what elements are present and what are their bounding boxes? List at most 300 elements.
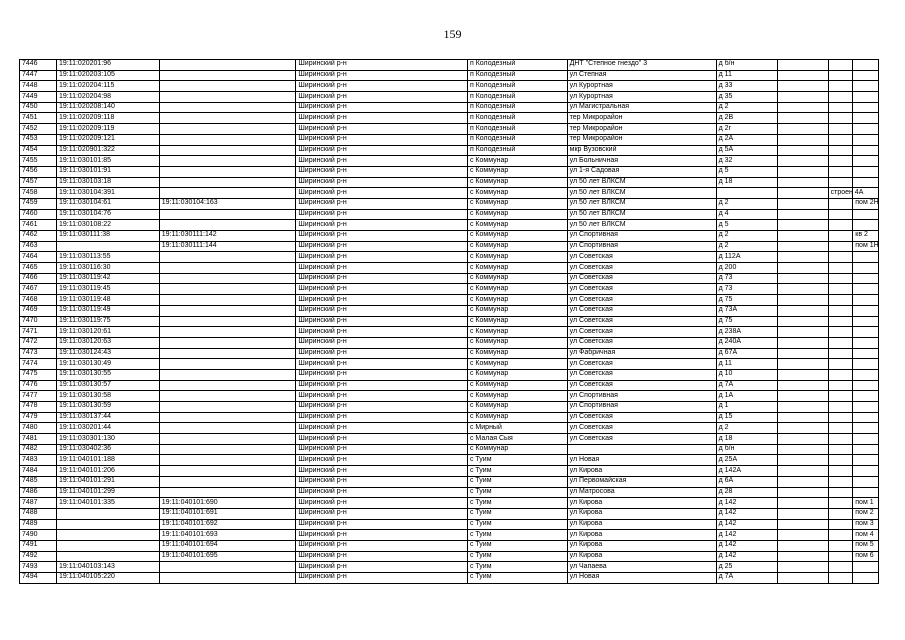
parent-cadastral-cell [159, 369, 296, 380]
locality-cell: с Коммунар [467, 156, 567, 167]
locality-cell: с Коммунар [467, 295, 567, 306]
row-number-cell: 7475 [20, 369, 57, 380]
street-cell: тер Микрорайон [567, 113, 716, 124]
parent-cadastral-cell [159, 60, 296, 71]
room-cell [853, 284, 879, 295]
parent-cadastral-cell [159, 113, 296, 124]
empty-cell [778, 434, 828, 445]
district-cell: Ширинский р-н [296, 327, 468, 338]
row-number-cell: 7487 [20, 498, 57, 509]
district-cell: Ширинский р-н [296, 498, 468, 509]
table-row [20, 562, 879, 573]
building-cell [828, 316, 853, 327]
building-cell [828, 70, 853, 81]
locality-cell: с Коммунар [467, 166, 567, 177]
street-cell: ул Спортивная [567, 402, 716, 413]
room-cell [853, 562, 879, 573]
district-cell: Ширинский р-н [296, 263, 468, 274]
street-cell: ул Курортная [567, 92, 716, 103]
cadastral-number-cell: 19:11:040101:335 [56, 498, 159, 509]
row-number-cell: 7479 [20, 412, 57, 423]
district-cell: Ширинский р-н [296, 519, 468, 530]
building-cell [828, 134, 853, 145]
room-cell [853, 487, 879, 498]
locality-cell: с Коммунар [467, 209, 567, 220]
street-cell: ул Советская [567, 337, 716, 348]
district-cell: Ширинский р-н [296, 444, 468, 455]
table-row [20, 156, 879, 167]
house-cell: д 11 [716, 359, 778, 370]
row-number-cell: 7465 [20, 263, 57, 274]
room-cell [853, 391, 879, 402]
district-cell: Ширинский р-н [296, 337, 468, 348]
building-cell [828, 145, 853, 156]
page-number: 159 [443, 27, 462, 41]
row-number-cell: 7477 [20, 391, 57, 402]
house-cell: д 75 [716, 316, 778, 327]
house-cell: д 18 [716, 434, 778, 445]
building-cell [828, 423, 853, 434]
district-cell: Ширинский р-н [296, 92, 468, 103]
district-cell: Ширинский р-н [296, 412, 468, 423]
row-number-cell: 7483 [20, 455, 57, 466]
parent-cadastral-cell [159, 102, 296, 113]
table-row [20, 412, 879, 423]
house-cell: д 67А [716, 348, 778, 359]
street-cell: ул Кирова [567, 540, 716, 551]
empty-cell [778, 466, 828, 477]
street-cell: ул Кирова [567, 519, 716, 530]
building-cell [828, 209, 853, 220]
empty-cell [778, 209, 828, 220]
parent-cadastral-cell [159, 444, 296, 455]
cadastral-number-cell: 19:11:030137:44 [56, 412, 159, 423]
table-row [20, 263, 879, 274]
locality-cell: с Коммунар [467, 252, 567, 263]
empty-cell [778, 156, 828, 167]
district-cell: Ширинский р-н [296, 220, 468, 231]
street-cell: ул Магистральная [567, 102, 716, 113]
cadastral-number-cell: 19:11:020201:96 [56, 60, 159, 71]
cadastral-number-cell: 19:11:040101:291 [56, 476, 159, 487]
room-cell: пом 5 [853, 540, 879, 551]
room-cell [853, 359, 879, 370]
table-row [20, 369, 879, 380]
parent-cadastral-cell [159, 402, 296, 413]
table-row [20, 252, 879, 263]
row-number-cell: 7491 [20, 540, 57, 551]
locality-cell: с Коммунар [467, 348, 567, 359]
parent-cadastral-cell [159, 348, 296, 359]
locality-cell: с Коммунар [467, 220, 567, 231]
building-cell [828, 166, 853, 177]
empty-cell [778, 70, 828, 81]
cadastral-number-cell: 19:11:040101:206 [56, 466, 159, 477]
district-cell: Ширинский р-н [296, 530, 468, 541]
district-cell: Ширинский р-н [296, 305, 468, 316]
room-cell [853, 177, 879, 188]
parent-cadastral-cell [159, 92, 296, 103]
room-cell [853, 156, 879, 167]
house-cell: д 142 [716, 530, 778, 541]
street-cell: тер Микрорайон [567, 134, 716, 145]
empty-cell [778, 60, 828, 71]
parent-cadastral-cell [159, 476, 296, 487]
row-number-cell: 7464 [20, 252, 57, 263]
building-cell [828, 444, 853, 455]
empty-cell [778, 519, 828, 530]
parent-cadastral-cell: 19:11:030104:163 [159, 198, 296, 209]
empty-cell [778, 134, 828, 145]
street-cell: ул Советская [567, 359, 716, 370]
street-cell [567, 444, 716, 455]
locality-cell: с Туим [467, 530, 567, 541]
table-row [20, 466, 879, 477]
empty-cell [778, 284, 828, 295]
district-cell: Ширинский р-н [296, 487, 468, 498]
table-row [20, 391, 879, 402]
district-cell: Ширинский р-н [296, 295, 468, 306]
table-row [20, 102, 879, 113]
district-cell: Ширинский р-н [296, 156, 468, 167]
house-cell: д 142 [716, 519, 778, 530]
house-cell: д 5А [716, 145, 778, 156]
locality-cell: п Колодезный [467, 92, 567, 103]
table-row [20, 402, 879, 413]
street-cell: ул Советская [567, 423, 716, 434]
locality-cell: с Мирный [467, 423, 567, 434]
locality-cell: с Коммунар [467, 263, 567, 274]
table-row [20, 380, 879, 391]
empty-cell [778, 220, 828, 231]
table-row [20, 359, 879, 370]
row-number-cell: 7469 [20, 305, 57, 316]
parent-cadastral-cell [159, 391, 296, 402]
parent-cadastral-cell: 19:11:040101:690 [159, 498, 296, 509]
locality-cell: п Колодезный [467, 145, 567, 156]
cadastral-number-cell: 19:11:020208:140 [56, 102, 159, 113]
district-cell: Ширинский р-н [296, 540, 468, 551]
row-number-cell: 7446 [20, 60, 57, 71]
row-number-cell: 7449 [20, 92, 57, 103]
street-cell: ул Чапаева [567, 562, 716, 573]
row-number-cell: 7486 [20, 487, 57, 498]
street-cell: ул Советская [567, 434, 716, 445]
empty-cell [778, 455, 828, 466]
district-cell: Ширинский р-н [296, 188, 468, 199]
locality-cell: с Туим [467, 551, 567, 562]
locality-cell: с Туим [467, 562, 567, 573]
street-cell: ул Советская [567, 305, 716, 316]
cadastral-number-cell: 19:11:020203:105 [56, 70, 159, 81]
street-cell: ул Кирова [567, 498, 716, 509]
room-cell: пом 2Н [853, 198, 879, 209]
house-cell: д 1А [716, 391, 778, 402]
cadastral-number-cell: 19:11:020209:121 [56, 134, 159, 145]
building-cell [828, 573, 853, 584]
locality-cell: с Коммунар [467, 402, 567, 413]
district-cell: Ширинский р-н [296, 466, 468, 477]
empty-cell [778, 113, 828, 124]
house-cell: д 73 [716, 284, 778, 295]
parent-cadastral-cell [159, 220, 296, 231]
street-cell: ул Спортивная [567, 391, 716, 402]
district-cell: Ширинский р-н [296, 81, 468, 92]
table-row [20, 220, 879, 231]
row-number-cell: 7482 [20, 444, 57, 455]
house-cell: д 2 [716, 241, 778, 252]
street-cell: ул Первомайская [567, 476, 716, 487]
parent-cadastral-cell [159, 188, 296, 199]
row-number-cell: 7490 [20, 530, 57, 541]
district-cell: Ширинский р-н [296, 102, 468, 113]
cadastral-number-cell: 19:11:030113:55 [56, 252, 159, 263]
row-number-cell: 7453 [20, 134, 57, 145]
house-cell: д 1 [716, 402, 778, 413]
table-row [20, 327, 879, 338]
house-cell [716, 188, 778, 199]
room-cell: пом 2 [853, 508, 879, 519]
table-row [20, 166, 879, 177]
district-cell: Ширинский р-н [296, 369, 468, 380]
parent-cadastral-cell: 19:11:040101:691 [159, 508, 296, 519]
room-cell [853, 134, 879, 145]
table-row [20, 134, 879, 145]
house-cell: д 6А [716, 476, 778, 487]
cadastral-number-cell: 19:11:020204:98 [56, 92, 159, 103]
empty-cell [778, 337, 828, 348]
district-cell: Ширинский р-н [296, 60, 468, 71]
table-row [20, 348, 879, 359]
room-cell [853, 273, 879, 284]
table-row [20, 188, 879, 199]
parent-cadastral-cell [159, 316, 296, 327]
house-cell: д б/н [716, 444, 778, 455]
cadastral-number-cell: 19:11:020209:118 [56, 113, 159, 124]
empty-cell [778, 81, 828, 92]
room-cell [853, 295, 879, 306]
house-cell: д 142 [716, 498, 778, 509]
row-number-cell: 7467 [20, 284, 57, 295]
room-cell [853, 476, 879, 487]
house-cell: д 25А [716, 455, 778, 466]
street-cell: мкр Вузовский [567, 145, 716, 156]
house-cell: д 7А [716, 380, 778, 391]
house-cell: д 142 [716, 551, 778, 562]
building-cell [828, 113, 853, 124]
building-cell [828, 348, 853, 359]
row-number-cell: 7493 [20, 562, 57, 573]
district-cell: Ширинский р-н [296, 252, 468, 263]
locality-cell: п Колодезный [467, 102, 567, 113]
street-cell: ул 1-я Садовая [567, 166, 716, 177]
district-cell: Ширинский р-н [296, 231, 468, 242]
building-cell [828, 498, 853, 509]
empty-cell [778, 198, 828, 209]
house-cell: д 28 [716, 487, 778, 498]
parent-cadastral-cell [159, 81, 296, 92]
parent-cadastral-cell: 19:11:040101:694 [159, 540, 296, 551]
cadastral-number-cell [56, 540, 159, 551]
locality-cell: с Коммунар [467, 273, 567, 284]
parent-cadastral-cell [159, 209, 296, 220]
district-cell: Ширинский р-н [296, 113, 468, 124]
room-cell [853, 60, 879, 71]
cadastral-number-cell: 19:11:030103:18 [56, 177, 159, 188]
table-row [20, 476, 879, 487]
empty-cell [778, 145, 828, 156]
row-number-cell: 7476 [20, 380, 57, 391]
room-cell: пом 4 [853, 530, 879, 541]
building-cell [828, 156, 853, 167]
building-cell [828, 198, 853, 209]
empty-cell [778, 487, 828, 498]
cadastral-number-cell: 19:11:030201:44 [56, 423, 159, 434]
cadastral-number-cell: 19:11:030101:85 [56, 156, 159, 167]
locality-cell: с Коммунар [467, 380, 567, 391]
building-cell [828, 391, 853, 402]
district-cell: Ширинский р-н [296, 508, 468, 519]
street-cell: ул Советская [567, 252, 716, 263]
table-row [20, 444, 879, 455]
street-cell: ул Советская [567, 316, 716, 327]
parent-cadastral-cell: 19:11:030111:144 [159, 241, 296, 252]
locality-cell: с Туим [467, 519, 567, 530]
house-cell: д 200 [716, 263, 778, 274]
empty-cell [778, 391, 828, 402]
building-cell [828, 508, 853, 519]
parent-cadastral-cell [159, 166, 296, 177]
district-cell: Ширинский р-н [296, 423, 468, 434]
district-cell: Ширинский р-н [296, 209, 468, 220]
room-cell [853, 337, 879, 348]
empty-cell [778, 316, 828, 327]
row-number-cell: 7481 [20, 434, 57, 445]
cadastral-number-cell: 19:11:030111:38 [56, 231, 159, 242]
table-row [20, 295, 879, 306]
building-cell [828, 81, 853, 92]
table-row [20, 113, 879, 124]
parent-cadastral-cell [159, 295, 296, 306]
empty-cell [778, 92, 828, 103]
district-cell: Ширинский р-н [296, 177, 468, 188]
building-cell [828, 284, 853, 295]
row-number-cell: 7459 [20, 198, 57, 209]
room-cell [853, 380, 879, 391]
building-cell [828, 519, 853, 530]
street-cell: ул 50 лет ВЛКСМ [567, 209, 716, 220]
house-cell: д 2 [716, 423, 778, 434]
cadastral-number-cell: 19:11:030402:36 [56, 444, 159, 455]
house-cell: д 142А [716, 466, 778, 477]
table-row [20, 231, 879, 242]
locality-cell: п Колодезный [467, 70, 567, 81]
street-cell: ул Советская [567, 369, 716, 380]
room-cell [853, 145, 879, 156]
parent-cadastral-cell [159, 573, 296, 584]
cadastral-number-cell [56, 241, 159, 252]
street-cell: ул Советская [567, 327, 716, 338]
cadastral-number-cell: 19:11:030130:57 [56, 380, 159, 391]
parent-cadastral-cell [159, 487, 296, 498]
locality-cell: с Коммунар [467, 444, 567, 455]
house-cell: д 73А [716, 305, 778, 316]
street-cell: ул Спортивная [567, 231, 716, 242]
row-number-cell: 7472 [20, 337, 57, 348]
building-cell [828, 369, 853, 380]
cadastral-number-cell: 19:11:030130:59 [56, 402, 159, 413]
building-cell [828, 295, 853, 306]
building-cell [828, 102, 853, 113]
locality-cell: с Коммунар [467, 359, 567, 370]
building-cell [828, 551, 853, 562]
cadastral-number-cell [56, 508, 159, 519]
table-row [20, 573, 879, 584]
row-number-cell: 7454 [20, 145, 57, 156]
room-cell: пом 1Н [853, 241, 879, 252]
cadastral-number-cell [56, 551, 159, 562]
room-cell: пом 3 [853, 519, 879, 530]
parent-cadastral-cell [159, 359, 296, 370]
parent-cadastral-cell: 19:11:040101:692 [159, 519, 296, 530]
empty-cell [778, 102, 828, 113]
house-cell: д 2 [716, 102, 778, 113]
building-cell [828, 124, 853, 135]
empty-cell [778, 562, 828, 573]
empty-cell [778, 188, 828, 199]
row-number-cell: 7452 [20, 124, 57, 135]
empty-cell [778, 444, 828, 455]
room-cell [853, 263, 879, 274]
building-cell [828, 177, 853, 188]
district-cell: Ширинский р-н [296, 562, 468, 573]
cadastral-number-cell: 19:11:020204:115 [56, 81, 159, 92]
room-cell [853, 209, 879, 220]
district-cell: Ширинский р-н [296, 134, 468, 145]
table-row [20, 540, 879, 551]
house-cell: д 2г [716, 124, 778, 135]
room-cell [853, 220, 879, 231]
district-cell: Ширинский р-н [296, 198, 468, 209]
cadastral-number-cell: 19:11:030130:55 [56, 369, 159, 380]
empty-cell [778, 540, 828, 551]
street-cell: ул Больничная [567, 156, 716, 167]
locality-cell: с Туим [467, 573, 567, 584]
parent-cadastral-cell [159, 423, 296, 434]
empty-cell [778, 177, 828, 188]
locality-cell: п Колодезный [467, 81, 567, 92]
parent-cadastral-cell [159, 273, 296, 284]
table-row [20, 498, 879, 509]
building-cell [828, 92, 853, 103]
district-cell: Ширинский р-н [296, 476, 468, 487]
cadastral-number-cell: 19:11:030108:22 [56, 220, 159, 231]
cadastral-number-cell: 19:11:020901:322 [56, 145, 159, 156]
street-cell: ул Фабричная [567, 348, 716, 359]
house-cell: д 75 [716, 295, 778, 306]
house-cell: д 240А [716, 337, 778, 348]
house-cell: д 25 [716, 562, 778, 573]
room-cell [853, 434, 879, 445]
room-cell [853, 423, 879, 434]
cadastral-number-cell: 19:11:040103:143 [56, 562, 159, 573]
locality-cell: с Туим [467, 540, 567, 551]
table-row [20, 423, 879, 434]
house-cell: д 15 [716, 412, 778, 423]
district-cell: Ширинский р-н [296, 359, 468, 370]
empty-cell [778, 359, 828, 370]
cadastral-number-cell: 19:11:030120:61 [56, 327, 159, 338]
